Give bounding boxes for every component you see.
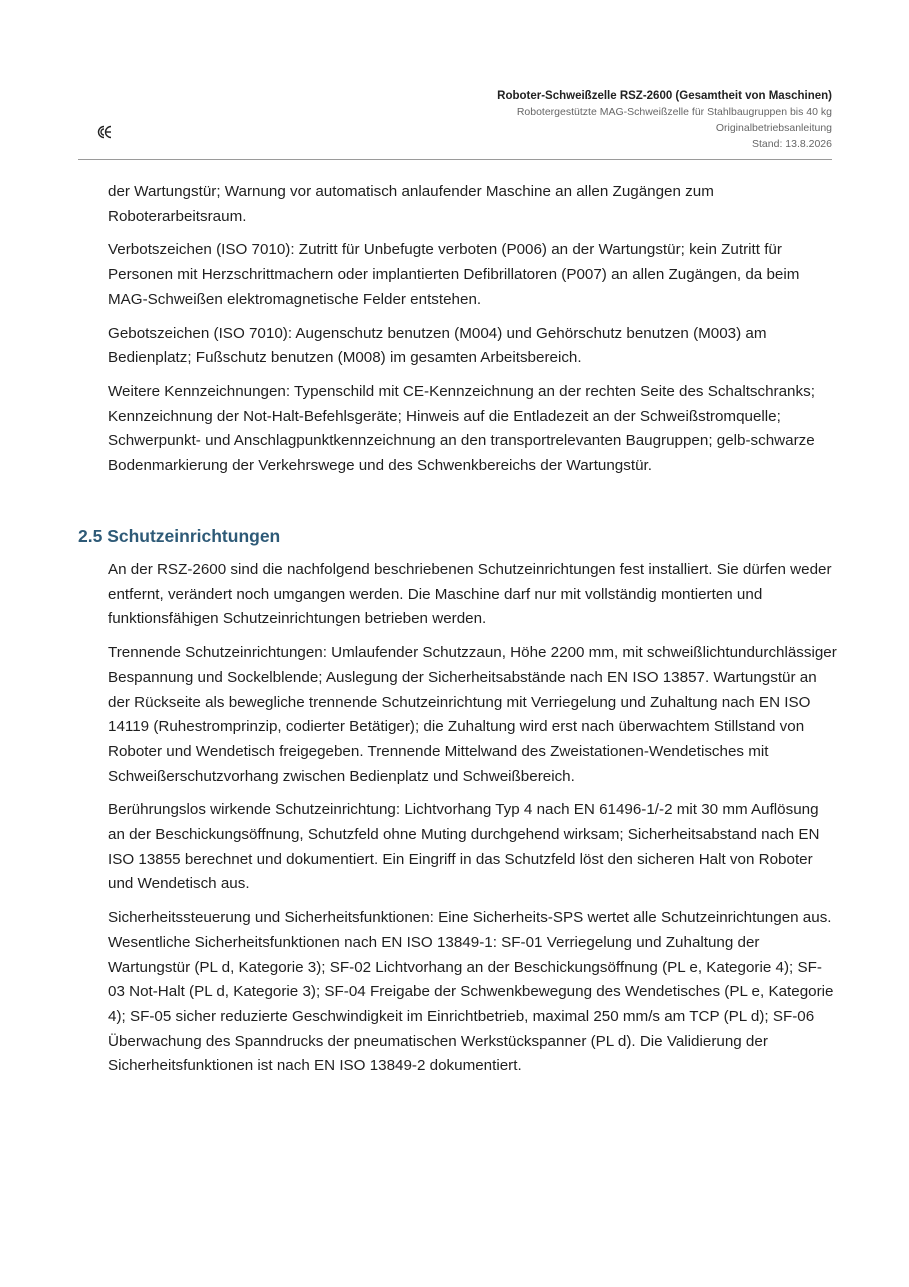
paragraph-prohibition-signs: Verbotszeichen (ISO 7010): Zutritt für Unbefugte verboten (P006) an der Wartungstür; kein Zutritt für Personen mit Herzschrittmachern oder implantierten Defibrillatoren (P007) an allen Zugängen, da beim MAG-Schweißen elektromagnetische Felder entstehen. (108, 241, 800, 308)
paragraph-guards-intro: An der RSZ-2600 sind die nachfolgend beschriebenen Schutzeinrichtungen fest installiert. Sie dürfen weder entfernt, verändert noch umgangen werden. Die Maschine darf nur mit vollständig montierten und funktionsfähigen Schutzeinrichtungen betrieben werden. (108, 561, 832, 628)
ce-mark-icon (97, 125, 113, 139)
section-body (108, 558, 838, 1088)
paragraph-warning-continuation: der Wartungstür; Warnung vor automatisch anlaufender Maschine an allen Zugängen zum Roboterarbeitsraum. (108, 183, 714, 225)
document-title: Roboter-Schweißzelle RSZ-2600 (Gesamtheit von Maschinen) (497, 90, 832, 102)
paragraph-further-markings: Weitere Kennzeichnungen: Typenschild mit CE-Kennzeichnung an der rechten Seite des Schaltschranks; Kennzeichnung der Not-Halt-Befehlsgeräte; Hinweis auf die Entladezeit an der Schweißstromquelle; Schwerpunkt- und Anschlagpunktkennzeichnung an den transportrelevanten Baugruppen; gelb-schwarze Bodenmarkierung der Verkehrswege und des Schwenkbereichs der Wartungstür. (108, 382, 815, 475)
section-heading: 2.5 Schutzeinrichtungen (78, 526, 281, 546)
paragraph-safety-functions: Sicherheitssteuerung und Sicherheitsfunktionen: Eine Sicherheits-SPS wertet alle Schutzeinrichtungen aus. Wesentliche Sicherheitsfunktionen nach EN ISO 13849-1: SF-01 Verriegelung und Zuhaltung der Wartungstür (PL d, Kategorie 3); SF-02 Lichtvorhang an der Beschickungsöffnung (PL e, Kategorie 4); SF-03 Not-Halt (PL d, Kategorie 3); SF-04 Freigabe der Schwenkbewegung des Wendetisches (PL e, Kategorie 4); SF-05 sicher reduzierte Geschwindigkeit im Einrichtbetrieb, maximal 250 mm/s am TCP (PL d); SF-06 Überwachung des Spanndrucks der pneumatischen Werkstückspanner (PL d). Die Validierung der Sicherheitsfunktionen ist nach EN ISO 13849-2 dokumentiert. (108, 909, 834, 1075)
paragraph-light-curtain: Berührungslos wirkende Schutzeinrichtung: Lichtvorhang Typ 4 nach EN 61496-1/-2 mit 30 mm Auflösung an der Beschickungsöffnung, Schutzfeld ohne Muting durchgehend wirksam; Sicherheitsabstand nach EN ISO 13855 berechnet und dokumentiert. Ein Eingriff in das Schutzfeld löst den sicheren Halt von Roboter und Wendetisch aus. (108, 801, 820, 893)
paragraph-separating-guards: Trennende Schutzeinrichtungen: Umlaufender Schutzzaun, Höhe 2200 mm, mit schweißlichtundurchlässiger Bespannung und Sockelblende; Auslegung der Sicherheitsabstände nach EN ISO 13857. Wartungstür an der Rückseite als bewegliche trennende Schutzeinrichtung mit Verriegelung und Zuhaltung nach EN ISO 14119 (Ruhestromprinzip, codierter Betätiger); die Zuhaltung wird erst nach überwachtem Stillstand von Roboter und Wendetisch freigegeben. Trennende Mittelwand des Zweistationen-Wendetisches mit Schweißerschutzvorhang zwischen Bedienplatz und Schweißbereich. (108, 644, 837, 785)
page-header (78, 86, 832, 160)
document-type: Originalbetriebsanleitung (715, 122, 832, 134)
document-date: Stand: 13.8.2026 (752, 138, 832, 150)
intro-section (108, 180, 838, 488)
document-subtitle: Robotergestützte MAG-Schweißzelle für Stahlbaugruppen bis 40 kg (516, 106, 832, 118)
paragraph-mandatory-signs: Gebotszeichen (ISO 7010): Augenschutz benutzen (M004) und Gehörschutz benutzen (M003) am Bedienplatz; Fußschutz benutzen (M008) im gesamten Arbeitsbereich. (108, 324, 767, 367)
header-text-block (497, 88, 832, 152)
